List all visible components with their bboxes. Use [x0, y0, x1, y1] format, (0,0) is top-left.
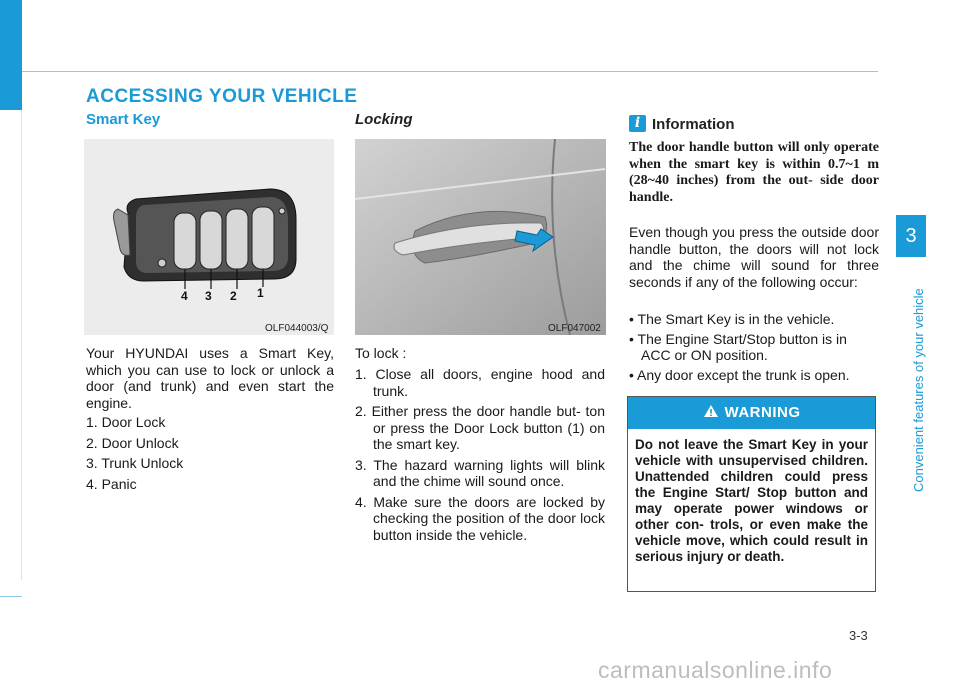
figure-number-2: 2: [230, 289, 237, 303]
figure-number-3: 3: [205, 289, 212, 303]
info-icon: i: [629, 115, 646, 132]
figure-number-4: 4: [181, 289, 188, 303]
section-title: ACCESSING YOUR VEHICLE: [86, 86, 358, 107]
smart-key-figure-caption: OLF044003/Q: [265, 323, 329, 334]
information-bold-note: The door handle button will only operate when the smart key is within 0.7~1 m (28~40 inches) from the out- side door handle.: [629, 140, 879, 205]
top-rule: [22, 71, 878, 72]
chapter-title-vertical: [911, 262, 931, 492]
smart-key-button-list: [86, 414, 334, 496]
left-accent-bar: [0, 0, 22, 110]
list-item: • Any door except the trunk is open.: [629, 366, 850, 383]
information-text: Even though you press the outside door handle button, the doors will not lock and the chime will sound for three seconds if any of the following occur:: [629, 224, 879, 290]
information-bullets: [629, 311, 879, 386]
list-item: 4. Make sure the doors are locked by checking the position of the door lock button inside the vehicle.: [355, 493, 605, 543]
warning-triangle-icon: [703, 404, 719, 418]
smart-key-figure: [84, 139, 334, 335]
smart-key-intro: Your HYUNDAI uses a Smart Key, which you can use to lock or unlock a door (and trunk) and even start the engine.: [86, 345, 334, 411]
door-handle-figure-caption: OLF047002: [548, 323, 601, 334]
list-item: 3. Trunk Unlock: [86, 455, 184, 471]
list-item: 4. Panic: [86, 475, 137, 492]
list-item: 1. Door Lock: [86, 414, 166, 430]
locking-intro: To lock :: [355, 345, 407, 361]
locking-heading: Locking: [355, 111, 413, 128]
list-item: 2. Door Unlock: [86, 434, 179, 451]
warning-header: [628, 397, 875, 429]
chapter-title: Convenient features of your vehicle: [911, 288, 926, 492]
information-title: Information: [652, 116, 735, 133]
warning-title: WARNING: [724, 404, 801, 421]
list-item: 1. Close all doors, engine hood and trunk.: [355, 366, 605, 399]
smart-key-heading: Smart Key: [86, 111, 161, 128]
list-item: • The Engine Start/Stop button is in ACC or ON position.: [629, 330, 847, 363]
watermark: carmanualsonline.info: [598, 657, 833, 683]
door-handle-figure: [355, 139, 606, 335]
left-bottom-rule: [0, 596, 22, 597]
page-number: 3-3: [849, 628, 868, 643]
left-rule: [21, 110, 22, 580]
warning-text: Do not leave the Smart Key in your vehicle with unsupervised children. Unattended children could press the Engine Start/ Stop button and may operate power windows or other con- trols, or even make the vehicle move, which could result in serious injury or death.: [635, 437, 868, 564]
figure-number-1: 1: [257, 286, 264, 300]
list-item: 2. Either press the door handle but- ton or press the Door Lock button (1) on the smart key.: [355, 403, 605, 452]
locking-steps: [355, 366, 605, 547]
door-handle-illustration: [355, 139, 606, 335]
smart-key-illustration: [84, 139, 334, 335]
list-item: 3. The hazard warning lights will blink and the chime will sound once.: [355, 456, 605, 489]
chapter-number-tab: 3: [896, 215, 926, 257]
list-item: • The Smart Key is in the vehicle.: [629, 311, 835, 327]
